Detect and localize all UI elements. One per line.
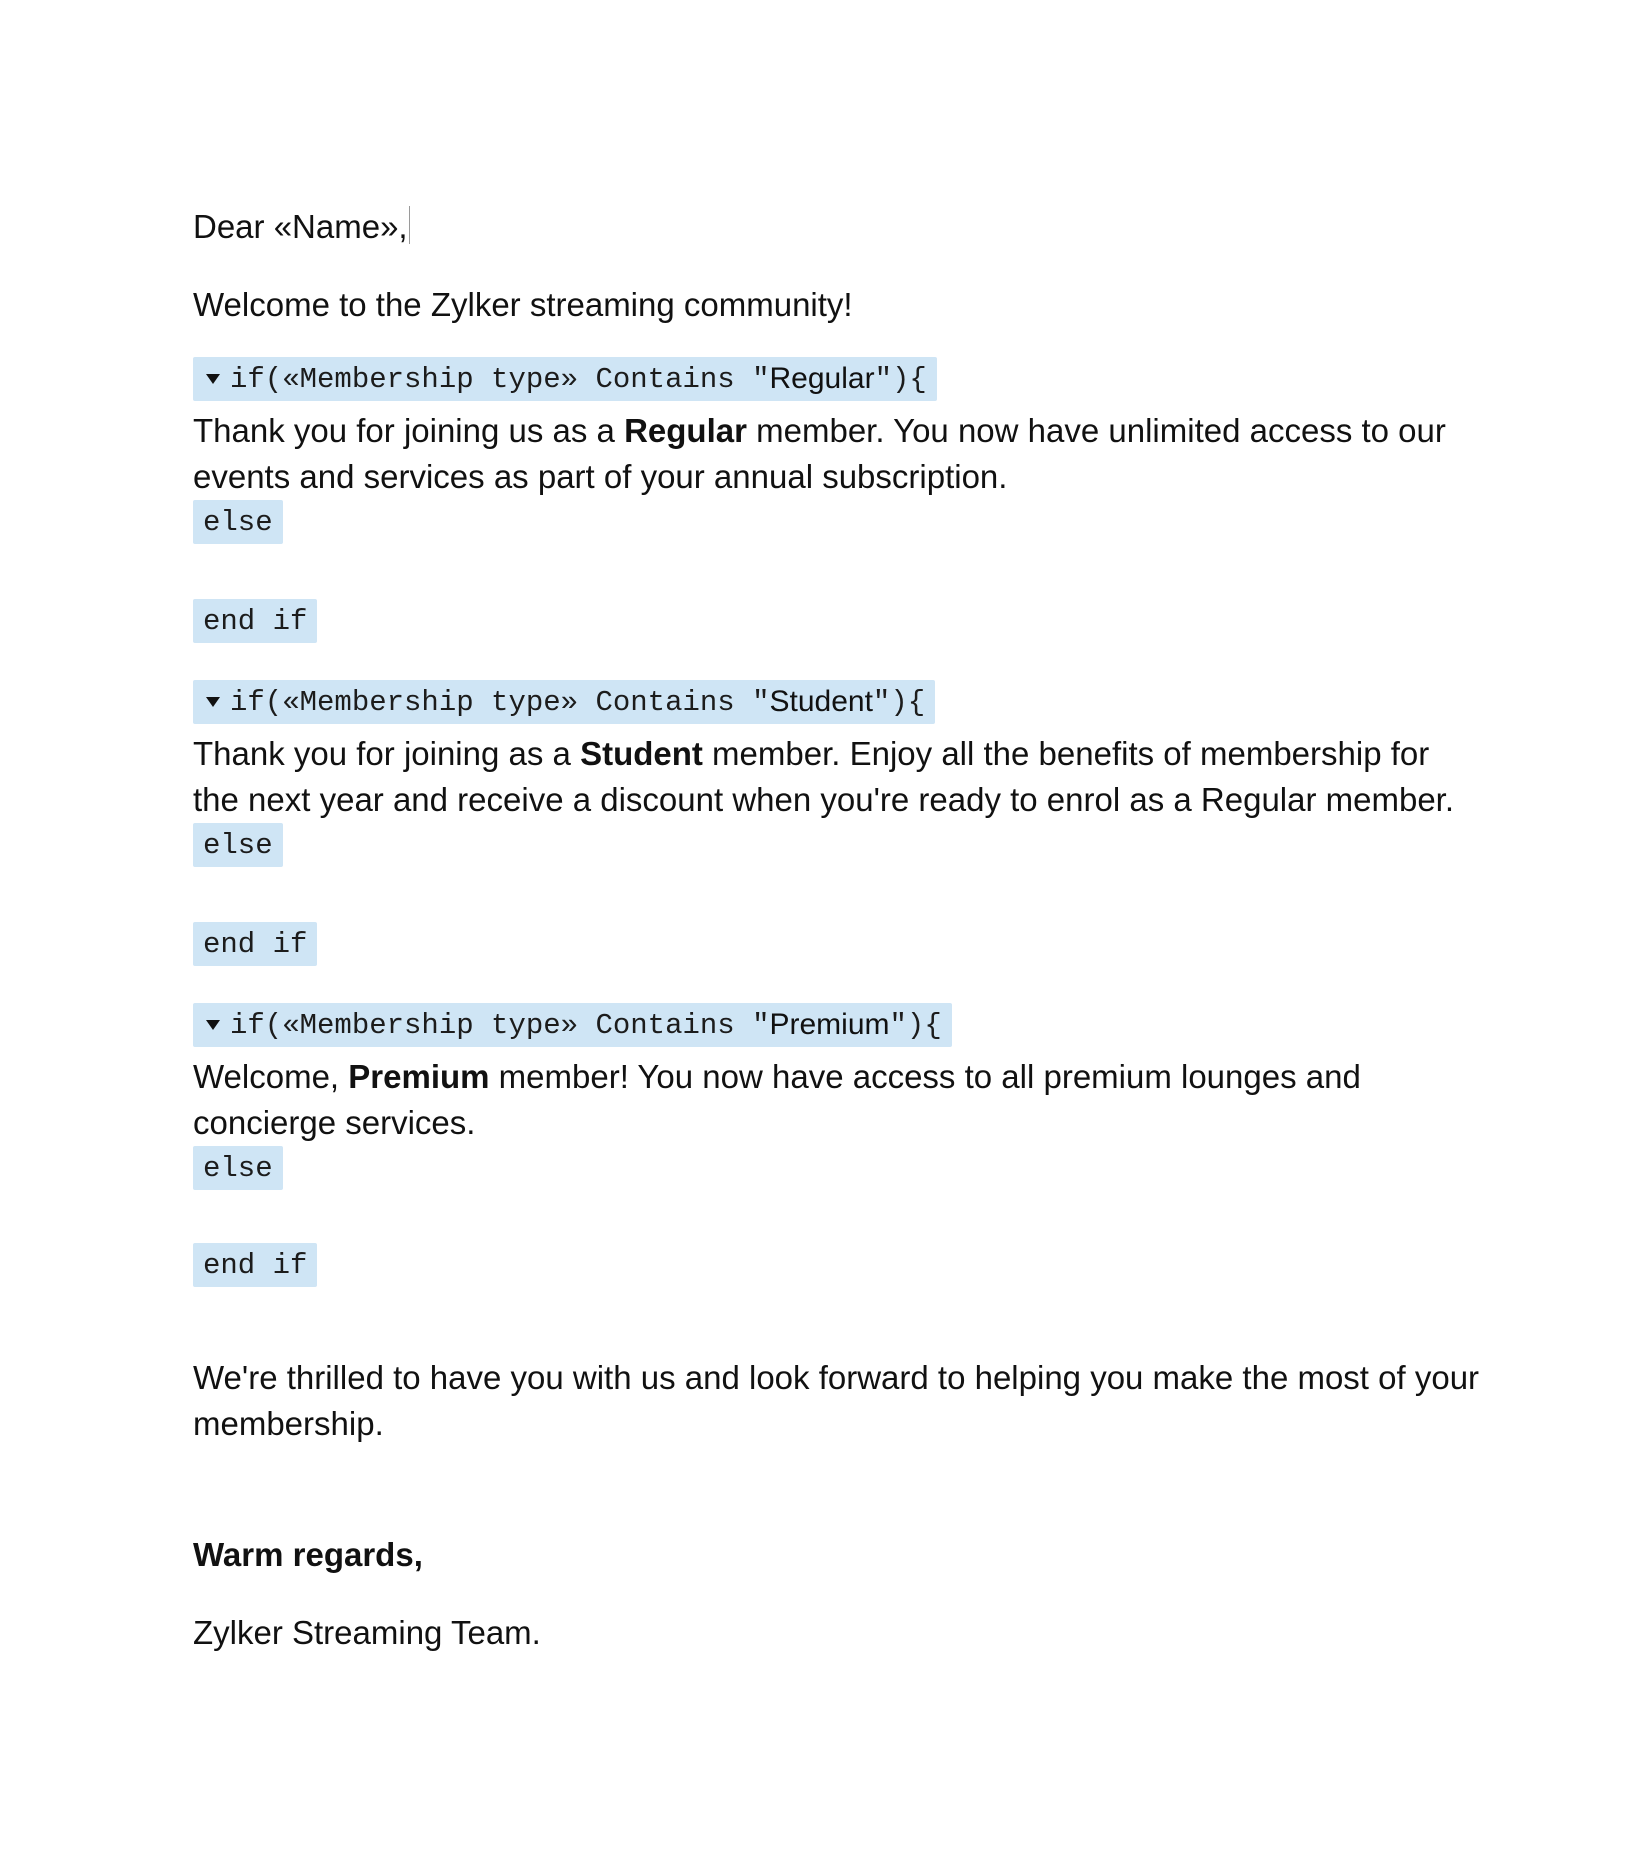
collapse-triangle-icon[interactable] — [206, 1020, 220, 1030]
else-tag[interactable] — [193, 1146, 283, 1190]
else-label: else — [203, 1151, 273, 1185]
greeting-text: Dear «Name», — [193, 208, 408, 245]
signoff-line[interactable]: Warm regards, — [193, 1536, 423, 1573]
end-if-tag[interactable] — [193, 1243, 317, 1287]
paragraph-text: member! You now have access to all premium lounges and concierge services. — [193, 1058, 1361, 1141]
else-tag[interactable] — [193, 823, 283, 867]
end-if-label: end if — [203, 604, 308, 638]
end-if-tag[interactable] — [193, 599, 317, 643]
end-if-label: end if — [203, 927, 308, 961]
if-condition-tag-regular[interactable] — [193, 357, 937, 401]
paragraph-text: Thank you for joining as a — [193, 735, 581, 772]
if-condition-value: Regular — [769, 362, 875, 395]
membership-type-bold: Regular — [624, 412, 747, 449]
else-tag[interactable] — [193, 500, 283, 544]
paragraph-text: member. You now have unlimited access to our events and services as part of your annual subscription. — [193, 412, 1446, 495]
signature-line[interactable]: Zylker Streaming Team. — [193, 1614, 541, 1651]
end-if-label: end if — [203, 1248, 308, 1282]
if-condition-suffix: "){ — [889, 1008, 942, 1042]
if-condition-value: Student — [769, 685, 873, 718]
else-label: else — [203, 828, 273, 862]
closing-paragraph[interactable]: We're thrilled to have you with us and look forward to helping you make the most of your membership. — [193, 1359, 1480, 1442]
intro-line[interactable]: Welcome to the Zylker streaming community! — [193, 286, 853, 323]
membership-type-bold: Premium — [348, 1058, 490, 1095]
paragraph-text: Welcome, — [193, 1058, 349, 1095]
collapse-triangle-icon[interactable] — [206, 374, 220, 384]
collapse-triangle-icon[interactable] — [206, 697, 220, 707]
end-if-tag[interactable] — [193, 922, 317, 966]
student-member-paragraph[interactable] — [193, 731, 1483, 823]
else-label: else — [203, 505, 273, 539]
if-condition-value: Premium — [769, 1008, 890, 1041]
if-condition-prefix: if(«Membership type» Contains " — [230, 685, 770, 719]
if-condition-prefix: if(«Membership type» Contains " — [230, 362, 770, 396]
premium-member-paragraph[interactable] — [193, 1054, 1373, 1146]
if-condition-tag-student[interactable] — [193, 680, 935, 724]
paragraph-text: member. Enjoy all the benefits of membership for the next year and receive a discount when you're ready to enrol as a Regular member. — [193, 735, 1455, 818]
if-condition-tag-premium[interactable] — [193, 1003, 952, 1047]
if-condition-suffix: "){ — [872, 685, 926, 719]
regular-member-paragraph[interactable] — [193, 408, 1483, 500]
membership-type-bold: Student — [580, 735, 703, 772]
if-condition-suffix: "){ — [874, 362, 927, 396]
paragraph-text: Thank you for joining us as a — [193, 412, 625, 449]
greeting-line[interactable] — [193, 204, 410, 250]
text-cursor — [409, 206, 410, 244]
if-condition-prefix: if(«Membership type» Contains " — [230, 1008, 770, 1042]
